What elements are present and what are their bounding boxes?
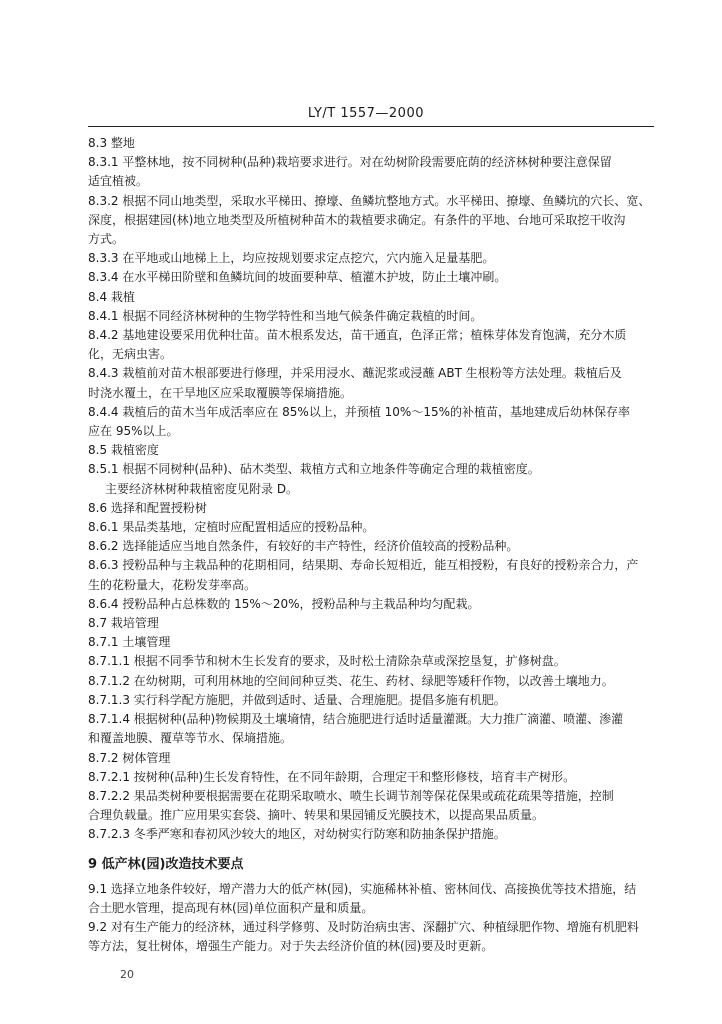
para-8-3-3: 8.3.3 在平地或山地梯上上，均应按规划要求定点挖穴，穴内施入足量基肥。 bbox=[88, 251, 495, 266]
para-9-2: 9.2 对有生产能力的经济林，通过科学修剪、及时防治病虫害、深翻扩穴、种植绿肥作物、增施有机肥料 bbox=[88, 920, 639, 935]
heading-8-4: 8.4 栽植 bbox=[88, 289, 135, 304]
para-9-2-cont: 等方法，复壮树体，增强生产能力。对于失去经济价值的林(园)要及时更新。 bbox=[88, 939, 494, 954]
para-8-3-1-cont: 适宜植被。 bbox=[88, 174, 149, 189]
heading-8-7-1: 8.7.1 土壤管理 bbox=[88, 635, 171, 650]
heading-8-3: 8.3 整地 bbox=[88, 136, 135, 150]
para-8-5-1: 8.5.1 根据不同树种(品种)、砧木类型、栽植方式和立地条件等确定合理的栽植密度。 bbox=[88, 462, 540, 477]
para-8-5-1-note: 主要经济林树种栽植密度见附录 D。 bbox=[105, 481, 299, 496]
para-8-4-4-cont: 应在 95%以上。 bbox=[88, 424, 179, 439]
para-8-7-1-1: 8.7.1.1 根据不同季节和树木生长发育的要求，及时松土清除杂草或深挖垦复，扩修树盘。 bbox=[88, 654, 566, 669]
para-9-1: 9.1 选择立地条件较好，增产潜力大的低产林(园)，实施稀林补植、密林间伐、高接换优等技术措施，结 bbox=[88, 881, 637, 896]
para-8-6-3: 8.6.3 授粉品种与主栽品种的花期相同，结果期、寿命长短相近，能互相授粉，有良好的授粉亲合力，产 bbox=[88, 558, 639, 573]
para-9-1-cont: 合土肥水管理，提高现有林(园)单位面积产量和质量。 bbox=[88, 900, 374, 915]
heading-8-5: 8.5 栽植密度 bbox=[88, 443, 159, 458]
para-8-6-1: 8.6.1 果品类基地，定植时应配置相适应的授粉品种。 bbox=[88, 520, 375, 535]
para-8-3-2-cont: 深度，根据建园(林)地立地类型及所植树种苗木的栽植要求确定。有条件的平地、台地可采取挖干收沟 bbox=[88, 212, 626, 227]
para-8-7-1-2: 8.7.1.2 在幼树期，可利用林地的空间间种豆类、花生、药材、绿肥等矮秆作物，以改善土壤地力。 bbox=[88, 673, 614, 688]
para-8-7-2-3: 8.7.2.3 冬季严寒和春初风沙较大的地区，对幼树实行防寒和防抽条保护措施。 bbox=[88, 827, 506, 842]
para-8-4-2: 8.4.2 基地建设要采用优种壮苗。苗木根系发达，苗干通直，色泽正常；植株芽体发育饱满，充分木质 bbox=[88, 328, 627, 343]
section-9-title: 9 低产林(园)改造技术要点 bbox=[88, 856, 244, 872]
header-rule bbox=[88, 126, 654, 127]
para-8-3-2-cont: 方式。 bbox=[88, 232, 125, 247]
standard-code-header: LY/T 1557—2000 bbox=[307, 106, 424, 121]
para-8-7-2-1: 8.7.2.1 按树种(品种)生长发育特性，在不同年龄期，合理定干和整形修枝，培育丰产树形。 bbox=[88, 769, 576, 784]
heading-8-7: 8.7 栽培管理 bbox=[88, 616, 159, 631]
heading-8-7-2: 8.7.2 树体管理 bbox=[88, 750, 171, 765]
para-8-6-2: 8.6.2 选择能适应当地自然条件，有较好的丰产特性，经济价值较高的授粉品种。 bbox=[88, 539, 519, 554]
para-8-3-4: 8.3.4 在水平梯田阶壁和鱼鳞坑间的坡面要种草、植灌木护坡，防止土壤冲刷。 bbox=[88, 270, 507, 285]
para-8-4-2-cont: 化，无病虫害。 bbox=[88, 347, 173, 362]
para-8-3-1: 8.3.1 平整林地，按不同树种(品种)栽培要求进行。对在幼树阶段需要庇荫的经济林树种要注意保留 bbox=[88, 155, 612, 170]
para-8-7-1-3: 8.7.1.3 实行科学配方施肥，并做到适时、适量、合理施肥。提倡多施有机肥。 bbox=[88, 692, 506, 707]
para-8-4-3-cont: 时浇水覆土，在干旱地区应采取覆膜等保墒措施。 bbox=[88, 385, 353, 400]
para-8-4-1: 8.4.1 根据不同经济林树种的生物学特性和当地气候条件确定栽植的时间。 bbox=[88, 308, 483, 323]
para-8-4-4: 8.4.4 栽植后的苗木当年成活率应在 85%以上，并预植 10%～15%的补植苗，基地建成后幼林保存率 bbox=[88, 404, 630, 419]
document-body bbox=[88, 134, 654, 957]
para-8-4-3: 8.4.3 栽植前对苗木根部要进行修理，并采用浸水、蘸泥浆或浸蘸 ABT 生根粉等方法处理。栽植后及 bbox=[88, 366, 622, 381]
para-8-7-2-2-cont: 合理负载量。推广应用果实套袋、摘叶、转果和果园铺反光膜技术，以提高果品质量。 bbox=[88, 808, 545, 823]
page-number: 20 bbox=[120, 968, 134, 981]
para-8-6-3-cont: 生的花粉量大，花粉发芽率高。 bbox=[88, 577, 257, 592]
para-8-7-1-4: 8.7.1.4 根据树种(品种)物候期及土壤墒情，结合施肥进行适时适量灌溉。大力推广滴灌、喷灌、渗灌 bbox=[88, 712, 624, 727]
para-8-7-1-4-cont: 和覆盖地膜、覆草等节水、保墒措施。 bbox=[88, 731, 293, 746]
para-8-6-4: 8.6.4 授粉品种占总株数的 15%～20%，授粉品种与主栽品种均匀配栽。 bbox=[88, 596, 480, 611]
heading-8-6: 8.6 选择和配置授粉树 bbox=[88, 500, 207, 515]
para-8-7-2-2: 8.7.2.2 果品类树种要根据需要在花期采取喷水、喷生长调节剂等保花保果或疏花疏果等措施，控制 bbox=[88, 788, 614, 803]
para-8-3-2: 8.3.2 根据不同山地类型，采取水平梯田、撩壕、鱼鳞坑整地方式。水平梯田、撩壕、鱼鳞坑的穴长、宽、 bbox=[88, 193, 651, 208]
